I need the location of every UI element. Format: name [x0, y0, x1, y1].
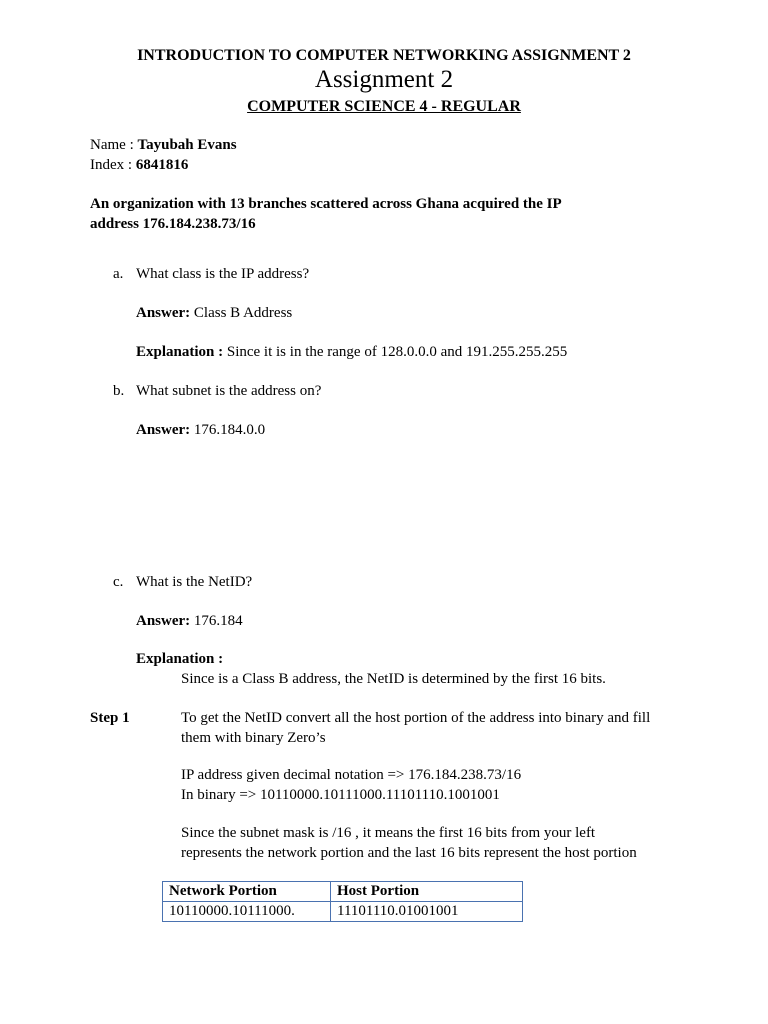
problem-statement-line2: address 176.184.238.73/16 — [90, 216, 256, 232]
explanation-label: Explanation : — [136, 344, 224, 360]
answer-value: 176.184 — [190, 613, 243, 629]
problem-statement-line1: An organization with 13 branches scattered across Ghana acquired the IP — [90, 196, 562, 212]
assignment-title: Assignment 2 — [314, 66, 454, 93]
explanation-value: Since it is in the range of 128.0.0.0 and 191.255.255.255 — [223, 344, 568, 360]
question-a-text: What class is the IP address? — [136, 266, 310, 282]
portion-table — [162, 881, 523, 922]
question-b-answer — [136, 422, 265, 439]
question-b-marker: b. — [113, 383, 125, 399]
table-row — [163, 902, 523, 922]
question-c-text: What is the NetID? — [136, 574, 253, 590]
student-name-line — [90, 137, 237, 154]
answer-label: Answer: — [136, 305, 191, 321]
mask-line1: Since the subnet mask is /16 , it means the first 16 bits from your left — [181, 825, 596, 841]
answer-value: 176.184.0.0 — [190, 422, 266, 438]
step1-line2: them with binary Zero’s — [181, 730, 326, 746]
question-b-text: What subnet is the address on? — [136, 383, 322, 399]
network-portion-header: Network Portion — [163, 882, 331, 902]
student-name: Tayubah Evans — [137, 137, 237, 153]
program-title: COMPUTER SCIENCE 4 - REGULAR — [247, 98, 521, 115]
question-a-marker: a. — [113, 266, 124, 282]
name-label: Name : — [90, 137, 138, 153]
question-c-marker: c. — [113, 574, 124, 590]
mask-line2: represents the network portion and the last 16 bits represent the host portion — [181, 845, 637, 861]
question-c-explanation-label: Explanation : — [136, 651, 224, 667]
student-index: 6841816 — [135, 157, 189, 173]
host-portion-cell: 11101110.01001001 — [331, 902, 523, 922]
question-c-answer — [136, 613, 243, 630]
ip-binary-line: In binary => 10110000.10111000.11101110.1001001 — [181, 787, 500, 803]
question-a-answer — [136, 305, 292, 322]
answer-value: Class B Address — [190, 305, 293, 321]
index-label: Index : — [90, 157, 136, 173]
question-c-explanation: Since is a Class B address, the NetID is determined by the first 16 bits. — [181, 671, 606, 687]
answer-label: Answer: — [136, 422, 191, 438]
network-portion-cell: 10110000.10111000. — [163, 902, 331, 922]
student-index-line — [90, 157, 188, 174]
course-title: INTRODUCTION TO COMPUTER NETWORKING ASSIGNMENT 2 — [137, 47, 631, 64]
answer-label: Answer: — [136, 613, 191, 629]
step-label: Step 1 — [90, 710, 130, 726]
step1-line1: To get the NetID convert all the host portion of the address into binary and fill — [181, 710, 651, 726]
question-a-explanation — [136, 344, 567, 361]
host-portion-header: Host Portion — [331, 882, 523, 902]
ip-decimal-line: IP address given decimal notation => 176.184.238.73/16 — [181, 767, 522, 783]
table-header-row — [163, 882, 523, 902]
